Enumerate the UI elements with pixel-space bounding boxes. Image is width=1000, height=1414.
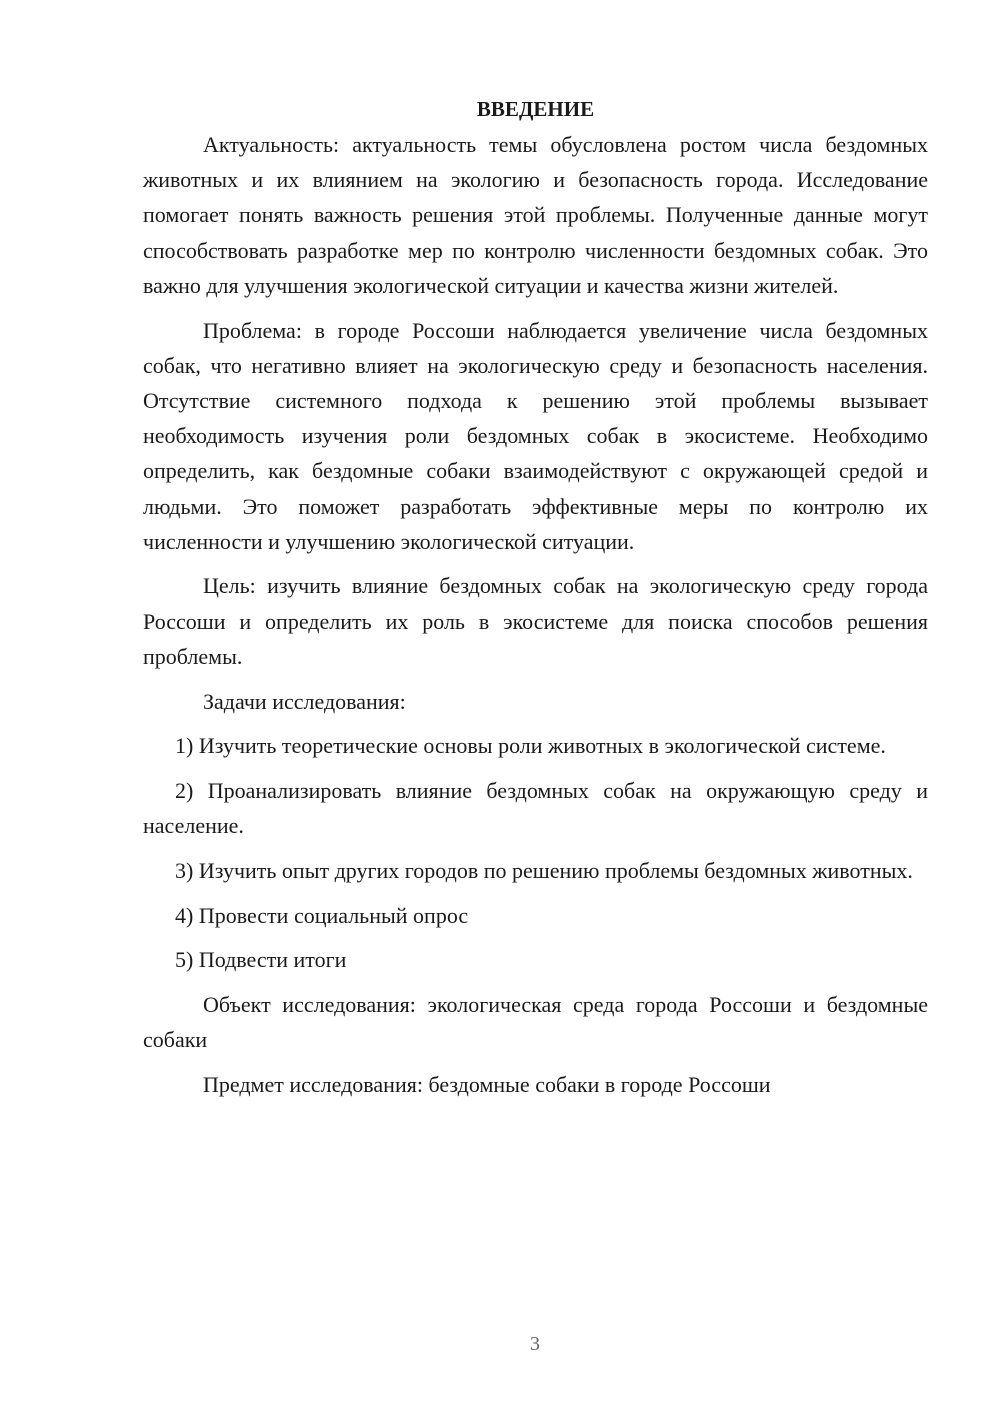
task-item-2: 2) Проанализировать влияние бездомных собак на окружающую среду и население. xyxy=(143,777,928,839)
task-item-4: 4) Провести социальный опрос xyxy=(175,902,469,928)
section-title: ВВЕДЕНИЕ xyxy=(476,97,595,121)
task-item-1: 1) Изучить теоретические основы роли животных в экологической системе. xyxy=(175,733,886,759)
page-number: 3 xyxy=(530,1333,540,1355)
relevance-paragraph: Актуальность: актуальность темы обусловлена ростом числа бездомных животных и их влиянием на экологию и безопасность города. Исследование помогает понять важность решения этой проблемы. Полученные данные могут способствовать разработке мер по контролю численности бездомных собак. Это важно для улучшения экологической ситуации и качества жизни жителей. xyxy=(143,132,928,298)
problem-paragraph: Проблема: в городе Россоши наблюдается увеличение числа бездомных собак, что негативно влияет на экологическую среду и безопасность населения. Отсутствие системного подхода к решению этой проблемы вызывает необходимость изучения роли бездомных собак в экосистеме. Необходимо определить, как бездомные собаки взаимодействуют с окружающей средой и людьми. Это поможет разработать эффективные меры по контролю их численности и улучшению экологической ситуации. xyxy=(143,317,928,554)
task-item-5: 5) Подвести итоги xyxy=(175,947,347,973)
document-page xyxy=(143,92,928,1102)
goal-paragraph: Цель: изучить влияние бездомных собак на экологическую среду города Россоши и определить их роль в экосистеме для поиска способов решения проблемы. xyxy=(143,573,928,669)
task-item-3: 3) Изучить опыт других городов по решению проблемы бездомных животных. xyxy=(175,857,913,883)
research-subject-paragraph: Предмет исследования: бездомные собаки в городе Россоши xyxy=(203,1071,771,1097)
research-object-paragraph: Объект исследования: экологическая среда города Россоши и бездомные собаки xyxy=(143,991,928,1053)
tasks-heading: Задачи исследования: xyxy=(203,688,406,714)
